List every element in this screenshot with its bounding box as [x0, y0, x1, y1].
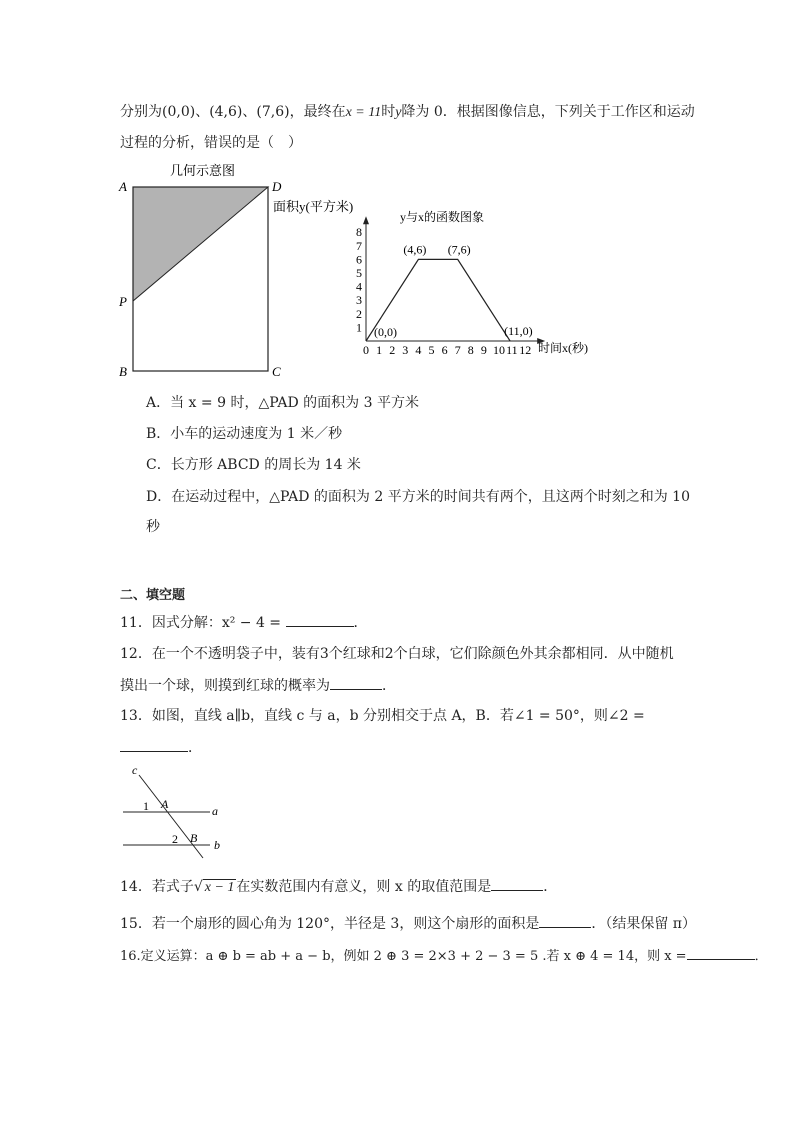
angle-2-label: 2 — [172, 832, 178, 846]
y-axis-arrow — [363, 216, 369, 224]
shaded-triangle-pad — [133, 187, 268, 301]
x-tick-label: 10 — [493, 343, 505, 357]
option-d: D．在运动过程中，△PAD 的面积为 2 平方米的时间共有两个，且这两个时刻之和为 10 — [146, 489, 690, 505]
question-16: 16.定义运算：a ⊕ b = ab + a − b，例如 2 ⊕ 3 = 2×3 + 2 − 3 = 5 .若 x ⊕ 4 = 14，则 x = ． — [120, 945, 768, 967]
x-tick-label: 12 — [519, 343, 532, 357]
x-tick-label: 0 — [363, 343, 369, 357]
vertex-c-label: C — [272, 364, 281, 379]
question-12-line2: 摸出一个球，则摸到红球的概率为 ． — [120, 675, 396, 696]
x-tick-label: 9 — [480, 343, 487, 357]
q10-geometry-figure — [115, 160, 290, 385]
chart-xlabel: 时间x(秒) — [538, 341, 588, 355]
y-tick-label: 4 — [356, 279, 362, 294]
question-13-line2: ． — [120, 737, 202, 758]
y-tick-label: 8 — [356, 225, 362, 240]
x-tick-label: 6 — [441, 343, 448, 357]
angle-1-label: 1 — [143, 799, 149, 813]
geometry-title: 几何示意图 — [170, 164, 236, 179]
y-tick-label: 2 — [356, 306, 362, 321]
label-b: b — [214, 838, 220, 852]
radical-sign: √ — [193, 879, 203, 895]
point-annotation: (7,6) — [447, 242, 471, 257]
question-14: 14．若式子√ x − 1 在实数范围内有意义，则 x 的取值范围是 ． — [120, 876, 557, 898]
q10-stem-line1: 分别为(0,0)、(4,6)、(7,6)，最终在x = 11时y降为 0．根据图像信息，下列关于工作区和运动 — [120, 104, 695, 120]
vertex-a-label: A — [119, 179, 127, 194]
y-tick-label: 5 — [356, 266, 362, 280]
label-a: a — [212, 804, 218, 818]
label-c: c — [132, 763, 138, 777]
x-tick-label: 3 — [402, 343, 409, 357]
option-c: C．长方形 ABCD 的周长为 14 米 — [146, 457, 361, 473]
vertex-p-label: P — [119, 294, 127, 309]
q16-answer-blank[interactable] — [687, 945, 755, 960]
question-13-line1: 13．如图，直线 a∥b，直线 c 与 a，b 分别相交于点 A，B．若∠1 = 50°，则∠2 = — [120, 708, 645, 724]
point-annotation: (4,6) — [403, 242, 427, 257]
q12-answer-blank[interactable] — [330, 675, 382, 690]
q15-answer-blank[interactable] — [539, 913, 591, 928]
q10-stem-line2: 过程的分析，错误的是（ ） — [120, 135, 302, 151]
q11-answer-blank[interactable] — [286, 612, 354, 627]
point-a-label: A — [161, 797, 169, 811]
point-annotation: (11,0) — [504, 324, 533, 338]
option-d-continued: 秒 — [146, 519, 160, 535]
x-tick-label: 8 — [467, 343, 474, 357]
x-tick-label: 7 — [454, 343, 461, 357]
x-tick-label: 2 — [389, 343, 396, 357]
option-a: A．当 x = 9 时，△PAD 的面积为 3 平方米 — [146, 395, 419, 411]
option-b: B．小车的运动速度为 1 米／秒 — [146, 426, 343, 442]
y-tick-label: 3 — [356, 293, 362, 308]
q10-function-graph — [270, 195, 610, 365]
chart-ylabel: 面积y(平方米) — [273, 199, 354, 214]
q13-answer-blank[interactable] — [120, 737, 188, 752]
point-b-label: B — [190, 831, 198, 845]
question-15: 15．若一个扇形的圆心角为 120°，半径是 3，则这个扇形的面积是 ．（结果保留 π） — [120, 913, 696, 934]
x-tick-label: 5 — [428, 343, 435, 357]
line-c — [139, 775, 203, 858]
vertex-b-label: B — [119, 364, 127, 379]
q13-parallel-lines-figure — [115, 762, 235, 862]
y-tick-label: 1 — [356, 320, 362, 335]
vertex-d-label: D — [272, 179, 282, 194]
y-tick-label: 6 — [356, 252, 362, 267]
question-12-line1: 12．在一个不透明袋子中，装有3个红球和2个白球，它们除颜色外其余都相同．从中随机 — [120, 646, 674, 662]
section-title: 二、填空题 — [120, 588, 186, 603]
point-annotation: (0,0) — [374, 325, 397, 339]
y-tick-label: 7 — [356, 238, 362, 253]
chart-title: y与x的函数图象 — [400, 210, 485, 224]
q14-answer-blank[interactable] — [491, 876, 543, 891]
sqrt-expression: √ x − 1 — [193, 879, 235, 895]
x-tick-label: 11 — [506, 343, 518, 357]
q10-points: (0,0)、(4,6)、(7,6) — [162, 104, 290, 120]
x-tick-label: 1 — [376, 343, 383, 357]
x-tick-label: 4 — [415, 343, 422, 357]
question-11: 11．因式分解：x² − 4 = ． — [120, 612, 368, 633]
